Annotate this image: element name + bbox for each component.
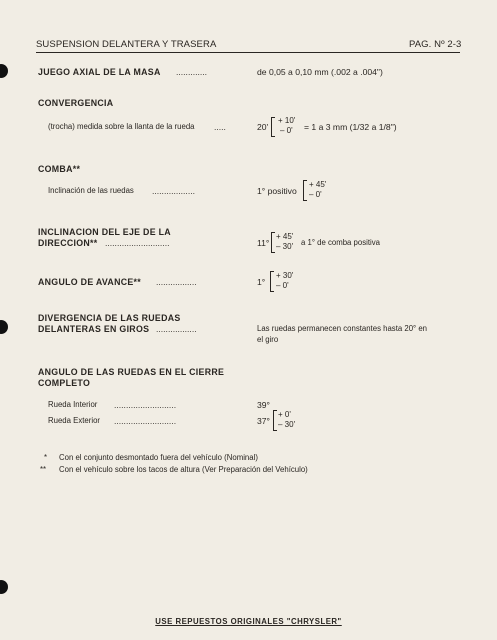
tolerance-minus: – 30' <box>276 242 294 251</box>
tolerance-plus: + 30' <box>276 271 294 280</box>
footer <box>0 617 497 626</box>
leader-dots: ..... <box>214 122 226 132</box>
binder-hole <box>0 320 8 334</box>
divergencia-heading: DELANTERAS EN GIROS <box>38 324 150 334</box>
tolerance-brace <box>271 232 275 253</box>
leader-dots: .................. <box>152 186 195 196</box>
leader-dots: ................. <box>156 324 197 334</box>
footer-text: USE REPUESTOS ORIGINALES "CHRYSLER" <box>155 617 342 626</box>
rueda-exterior-base: 37° <box>257 416 270 426</box>
leader-dots: .......................... <box>114 400 177 410</box>
binder-hole <box>0 64 8 78</box>
rueda-exterior-label: Rueda Exterior <box>48 416 101 425</box>
convergencia-label: (trocha) medida sobre la llanta de la rueda <box>48 122 195 131</box>
tolerance-minus: – 0' <box>309 190 322 199</box>
juego-value: de 0,05 a 0,10 mm (.002 a .004") <box>257 67 383 77</box>
leader-dots: ............. <box>176 67 208 77</box>
tolerance-plus: + 0' <box>278 410 291 419</box>
tolerance-brace <box>303 180 307 201</box>
avance-label: ANGULO DE AVANCE** <box>38 277 141 287</box>
section-title: SUSPENSION DELANTERA Y TRASERA <box>36 39 217 50</box>
tolerance-plus: + 45' <box>309 180 327 189</box>
tolerance-brace <box>270 271 274 292</box>
note-mark: ** <box>40 465 47 474</box>
rueda-interior-value: 39° <box>257 400 270 410</box>
comba-label: Inclinación de las ruedas <box>48 186 134 195</box>
tolerance-minus: – 0' <box>276 281 289 290</box>
cierre-heading: ANGULO DE LAS RUEDAS EN EL CIERRE <box>38 367 225 377</box>
convergencia-base: 20' <box>257 122 269 132</box>
leader-dots: .......................... <box>114 416 177 426</box>
convergencia-rest: = 1 a 3 mm (1/32 a 1/8") <box>304 122 397 132</box>
comba-base: 1° positivo <box>257 186 297 196</box>
inclinacion-heading: INCLINACION DEL EJE DE LA <box>38 227 171 237</box>
leader-dots: ................. <box>156 277 197 287</box>
avance-base: 1° <box>257 277 266 287</box>
divergencia-value: el giro <box>257 335 279 344</box>
leader-dots: ........................... <box>105 238 170 248</box>
rueda-interior-label: Rueda Interior <box>48 400 98 409</box>
divergencia-value: Las ruedas permanecen constantes hasta 20° en <box>257 324 427 333</box>
note-text: Con el vehículo sobre los tacos de altura (Ver Preparación del Vehículo) <box>59 465 308 474</box>
cierre-heading: COMPLETO <box>38 378 91 388</box>
note-text: Con el conjunto desmontado fuera del vehículo (Nominal) <box>59 453 258 462</box>
tolerance-minus: – 30' <box>278 420 296 429</box>
convergencia-heading: CONVERGENCIA <box>38 98 114 108</box>
tolerance-minus: – 0' <box>280 126 293 135</box>
tolerance-plus: + 45' <box>276 232 294 241</box>
note-mark: * <box>44 453 48 462</box>
tolerance-brace <box>271 117 275 137</box>
comba-heading: COMBA** <box>38 164 81 174</box>
tolerance-brace <box>273 410 277 431</box>
header-rule <box>36 52 460 53</box>
divergencia-heading: DIVERGENCIA DE LAS RUEDAS <box>38 313 181 323</box>
inclinacion-rest: a 1° de comba positiva <box>301 238 380 247</box>
binder-hole <box>0 580 8 594</box>
tolerance-plus: + 10' <box>278 116 296 125</box>
inclinacion-heading: DIRECCION** <box>38 238 98 248</box>
inclinacion-base: 11° <box>257 238 270 248</box>
page-number: PAG. Nº 2-3 <box>409 39 462 50</box>
juego-label: JUEGO AXIAL DE LA MASA <box>38 67 161 77</box>
